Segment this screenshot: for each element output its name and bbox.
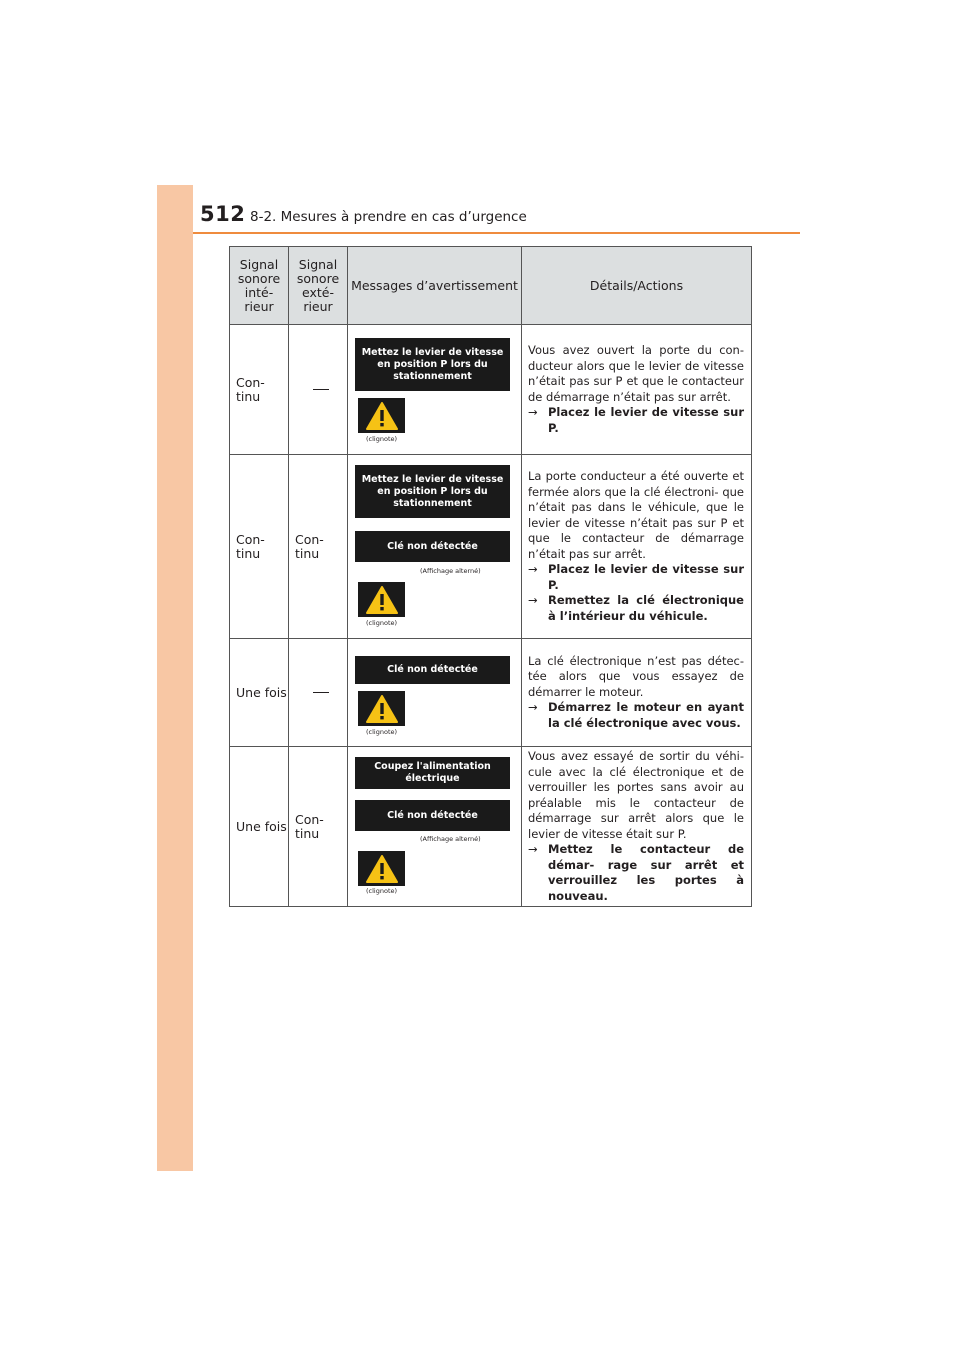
- message-cell: [348, 747, 522, 907]
- action-text: Placez le levier de vitesse sur P.: [548, 405, 744, 435]
- page-number: 512: [200, 202, 246, 226]
- table-header-row: [230, 247, 752, 325]
- arrow-icon: →: [528, 700, 538, 715]
- detail-text: La clé électronique n’est pas détec- tée alors que vous essayez de démarrer le moteur.: [528, 653, 744, 699]
- display-message: Coupez l'alimentation électrique: [355, 757, 510, 789]
- action-item: [528, 700, 744, 731]
- warning-triangle-icon: [365, 854, 399, 884]
- warning-triangle-icon: [365, 694, 399, 724]
- display-message-alt: Clé non détectée: [355, 800, 510, 831]
- action-item: [528, 562, 744, 593]
- warning-triangle-icon: [365, 401, 399, 431]
- detail-text: Vous avez ouvert la porte du con- ducteur alors que le levier de vitesse n’était pas sur P et que le contacteur de démarrage n’était pas sur arrêt.: [528, 343, 744, 404]
- internal-signal-cell: Con- tinu: [230, 325, 289, 455]
- display-message: Mettez le levier de vitesse en position P lors du stationnement: [355, 465, 510, 518]
- action-item: [528, 593, 744, 624]
- arrow-icon: →: [528, 405, 538, 419]
- table-row: [230, 639, 752, 747]
- message-cell: [348, 455, 522, 639]
- action-text: Démarrez le moteur en ayant la clé électronique avec vous.: [548, 700, 744, 730]
- blink-note: (clignote): [366, 619, 398, 627]
- header-details: Détails/Actions: [522, 247, 752, 325]
- internal-signal-cell: Une fois: [230, 639, 289, 747]
- blink-note: (clignote): [366, 728, 398, 736]
- arrow-icon: →: [528, 842, 538, 856]
- internal-signal-cell: Con- tinu: [230, 455, 289, 639]
- detail-cell: [522, 639, 752, 747]
- action-text: Placez le levier de vitesse sur P.: [548, 562, 744, 592]
- warning-table: [229, 246, 752, 907]
- display-message-alt: Clé non détectée: [355, 531, 510, 562]
- detail-cell: [522, 747, 752, 907]
- external-signal-cell: [289, 325, 348, 455]
- warning-light: [358, 398, 405, 433]
- action-item: [528, 842, 744, 904]
- action-text: Mettez le contacteur de démar- rage sur arrêt et verrouillez les portes à nouveau.: [548, 842, 744, 903]
- header-messages: Messages d’avertissement: [348, 247, 522, 325]
- table-row: [230, 325, 752, 455]
- table-row: [230, 455, 752, 639]
- detail-cell: [522, 325, 752, 455]
- header-external-signal: Signal sonore exté- rieur: [289, 247, 348, 325]
- dash-mark: [313, 389, 329, 390]
- table-row: [230, 747, 752, 907]
- blink-note: (clignote): [366, 887, 398, 895]
- display-message: Mettez le levier de vitesse en position P lors du stationnement: [355, 338, 510, 391]
- alternate-display-note: (Affichage alterné): [420, 567, 481, 575]
- external-signal-cell: Con- tinu: [289, 455, 348, 639]
- detail-text: La porte conducteur a été ouverte et fermée alors que la clé électroni- que n’était pas dans le véhicule, que le levier de vitesse n’était pas sur P et que le contacteur de démarrage n’était pas sur arrêt.: [528, 469, 744, 561]
- action-text: Remettez la clé électronique à l’intérieur du véhicule.: [548, 593, 744, 623]
- warning-triangle-icon: [365, 585, 399, 615]
- section-title: 8-2. Mesures à prendre en cas d’urgence: [250, 209, 527, 225]
- action-item: [528, 405, 744, 436]
- side-band: [157, 185, 193, 1171]
- display-message: Clé non détectée: [355, 656, 510, 684]
- warning-light: [358, 582, 405, 617]
- message-cell: [348, 639, 522, 747]
- arrow-icon: →: [528, 562, 538, 576]
- detail-cell: [522, 455, 752, 639]
- arrow-icon: →: [528, 593, 538, 607]
- alternate-display-note: (Affichage alterné): [420, 835, 481, 843]
- message-cell: [348, 325, 522, 455]
- external-signal-cell: [289, 639, 348, 747]
- warning-light: [358, 691, 405, 726]
- header-rule: [193, 232, 800, 234]
- internal-signal-cell: Une fois: [230, 747, 289, 907]
- blink-note: (clignote): [366, 435, 398, 443]
- header-internal-signal: Signal sonore inté- rieur: [230, 247, 289, 325]
- external-signal-cell: Con- tinu: [289, 747, 348, 907]
- dash-mark: [313, 692, 329, 693]
- detail-text: Vous avez essayé de sortir du véhi- cule avec la clé électronique et de verrouiller les portes sans avoir au préalable mis le contacteur de démarrage sur arrêt alors que le levier de vitesse était sur P.: [528, 749, 744, 841]
- warning-light: [358, 851, 405, 886]
